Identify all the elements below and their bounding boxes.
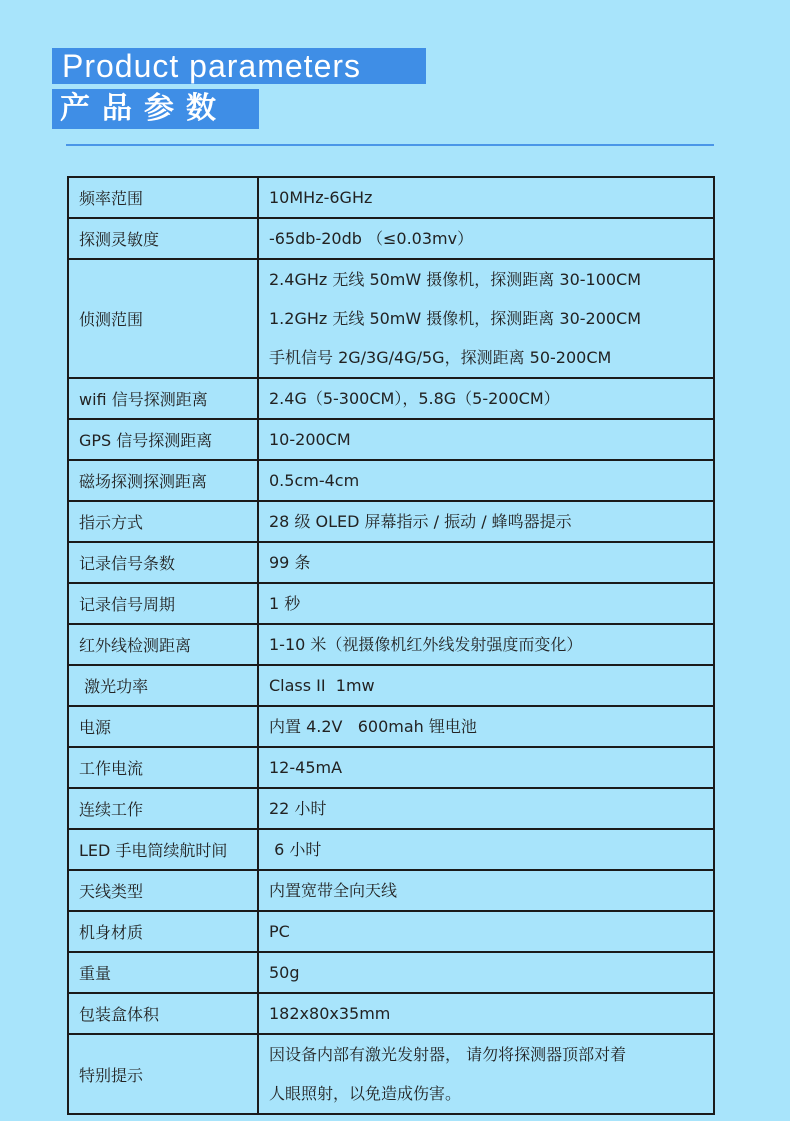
parameter-value — [258, 870, 714, 911]
parameter-value — [258, 993, 714, 1034]
parameter-name: 连续工作 — [68, 788, 258, 829]
parameter-value — [258, 747, 714, 788]
table-row — [68, 706, 714, 747]
parameter-name: 磁场探测探测距离 — [68, 460, 258, 501]
parameter-value-line: 2.4GHz 无线 50mW 摄像机，探测距离 30-100CM — [269, 270, 642, 289]
parameter-value-line: -65db-20db （≤0.03mv） — [269, 229, 474, 248]
table-row — [68, 218, 714, 259]
parameters-table-body — [68, 177, 714, 1114]
table-row — [68, 501, 714, 542]
parameter-value-line: 1 秒 — [269, 594, 301, 613]
parameter-value-line: 0.5cm-4cm — [269, 471, 360, 490]
parameter-value-line: 内置宽带全向天线 — [269, 881, 398, 900]
parameter-value — [258, 378, 714, 419]
page-title-chinese: 产品参数 — [52, 89, 259, 129]
parameters-table — [67, 176, 715, 1115]
parameter-value-line: 手机信号 2G/3G/4G/5G，探测距离 50-200CM — [269, 348, 612, 367]
parameter-value — [258, 1034, 714, 1114]
parameter-name: GPS 信号探测距离 — [68, 419, 258, 460]
parameter-value-line: 1-10 米（视摄像机红外线发射强度而变化） — [269, 635, 583, 654]
parameter-value — [258, 665, 714, 706]
table-row — [68, 665, 714, 706]
parameter-value — [258, 460, 714, 501]
parameter-value — [258, 624, 714, 665]
parameter-value — [258, 177, 714, 218]
parameter-name: 重量 — [68, 952, 258, 993]
parameter-value-line: 99 条 — [269, 553, 311, 572]
parameter-value-line: 182x80x35mm — [269, 1004, 391, 1023]
parameter-value — [258, 501, 714, 542]
table-row — [68, 870, 714, 911]
table-row — [68, 1034, 714, 1114]
table-row — [68, 419, 714, 460]
parameter-name: 机身材质 — [68, 911, 258, 952]
table-row — [68, 177, 714, 218]
table-row — [68, 259, 714, 378]
parameter-value-line: 6 小时 — [269, 840, 322, 859]
parameter-value — [258, 788, 714, 829]
table-row — [68, 583, 714, 624]
parameter-value — [258, 259, 714, 378]
parameter-value-line: 1.2GHz 无线 50mW 摄像机，探测距离 30-200CM — [269, 309, 642, 328]
parameter-value — [258, 952, 714, 993]
parameter-value — [258, 706, 714, 747]
parameter-name: wifi 信号探测距离 — [68, 378, 258, 419]
parameter-value — [258, 218, 714, 259]
parameter-name: 红外线检测距离 — [68, 624, 258, 665]
parameter-value — [258, 419, 714, 460]
table-row — [68, 542, 714, 583]
title-divider — [66, 144, 714, 146]
parameter-value-line: PC — [269, 922, 290, 941]
parameter-name: 工作电流 — [68, 747, 258, 788]
page-title-english: Product parameters — [52, 48, 426, 84]
parameter-value-line: Class II 1mw — [269, 676, 375, 695]
parameter-name: 激光功率 — [68, 665, 258, 706]
parameter-value-line: 10MHz-6GHz — [269, 188, 373, 207]
parameter-value — [258, 911, 714, 952]
table-row — [68, 460, 714, 501]
parameter-name: 记录信号条数 — [68, 542, 258, 583]
table-row — [68, 788, 714, 829]
parameter-value — [258, 583, 714, 624]
parameter-value-line: 2.4G（5-300CM），5.8G（5-200CM） — [269, 389, 560, 408]
table-row — [68, 993, 714, 1034]
table-row — [68, 829, 714, 870]
parameter-value-line: 10-200CM — [269, 430, 351, 449]
parameter-name: 记录信号周期 — [68, 583, 258, 624]
parameter-value-line: 因设备内部有激光发射器， 请勿将探测器顶部对着 — [269, 1045, 627, 1064]
parameter-name: 天线类型 — [68, 870, 258, 911]
parameter-name: 指示方式 — [68, 501, 258, 542]
table-row — [68, 624, 714, 665]
table-row — [68, 378, 714, 419]
parameter-name: 特别提示 — [68, 1034, 258, 1114]
parameter-value-line: 50g — [269, 963, 300, 982]
parameter-value-line: 内置 4.2V 600mah 锂电池 — [269, 717, 477, 736]
parameter-name: 探测灵敏度 — [68, 218, 258, 259]
table-row — [68, 911, 714, 952]
parameter-value-line: 人眼照射，以免造成伤害。 — [269, 1084, 462, 1103]
parameter-value-line: 12-45mA — [269, 758, 343, 777]
parameter-value-line: 22 小时 — [269, 799, 327, 818]
parameter-name: 侦测范围 — [68, 259, 258, 378]
parameter-value — [258, 829, 714, 870]
parameter-name: 电源 — [68, 706, 258, 747]
parameter-value-line: 28 级 OLED 屏幕指示 / 振动 / 蜂鸣器提示 — [269, 512, 572, 531]
table-row — [68, 952, 714, 993]
parameter-name: 包装盒体积 — [68, 993, 258, 1034]
parameter-name: 频率范围 — [68, 177, 258, 218]
parameter-name: LED 手电筒续航时间 — [68, 829, 258, 870]
parameter-value — [258, 542, 714, 583]
table-row — [68, 747, 714, 788]
